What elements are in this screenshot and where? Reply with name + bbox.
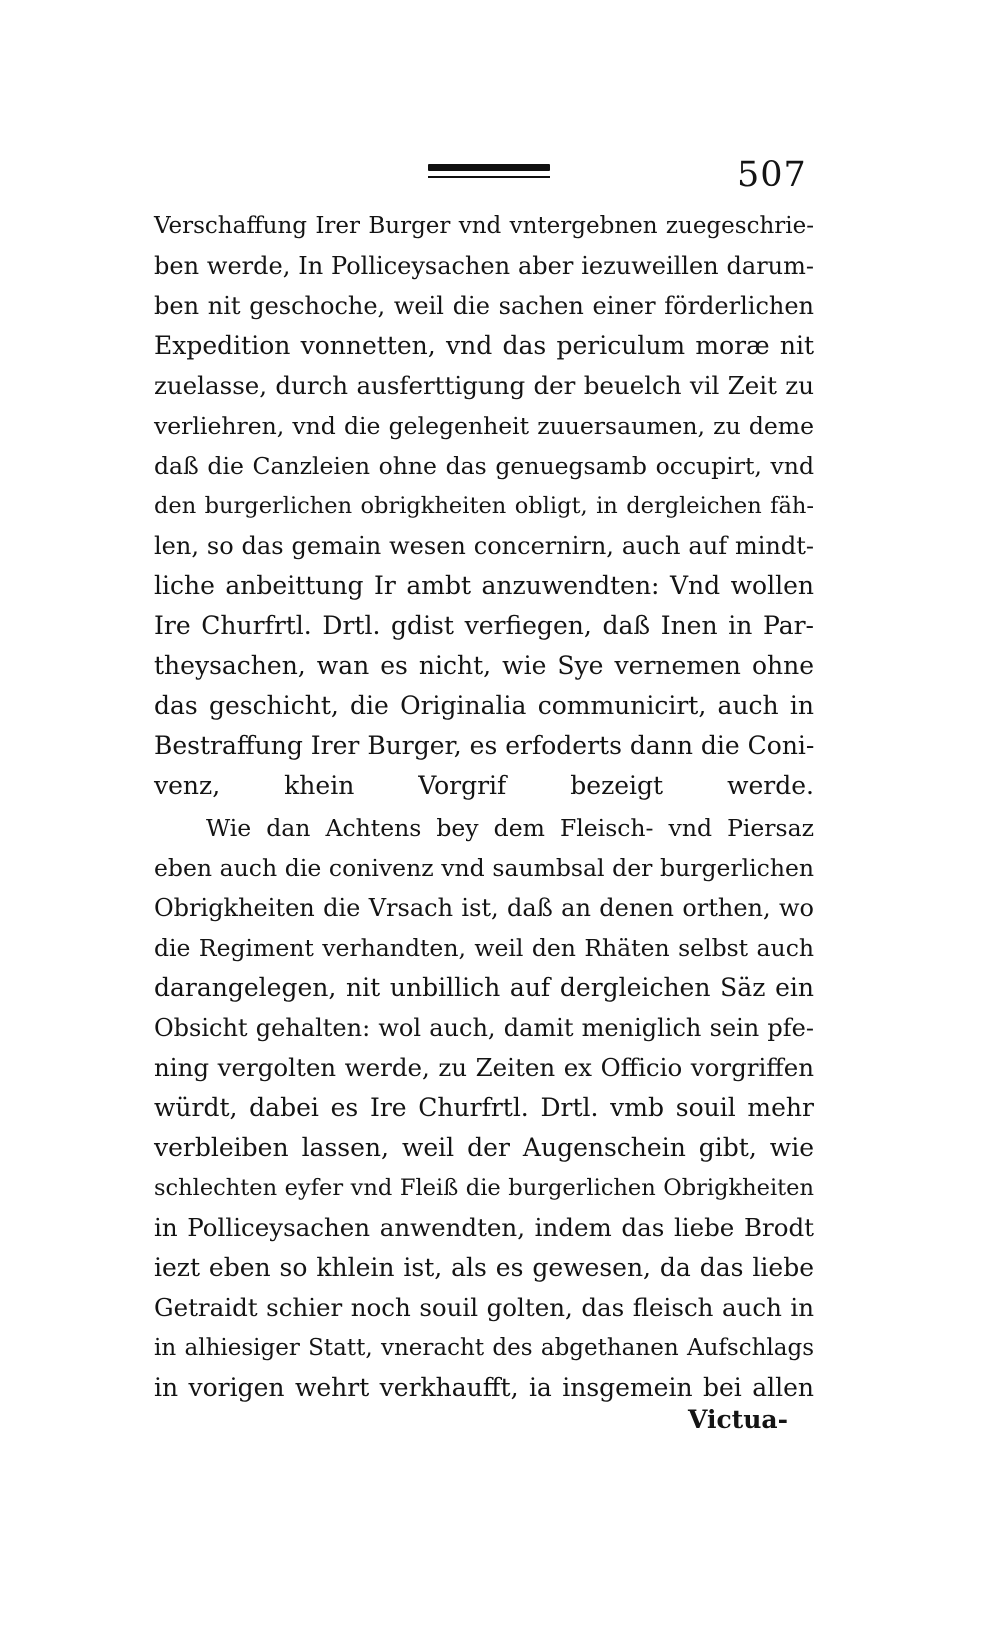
text-line: Getraidt schier noch souil golten, das fleisch auch in — [154, 1293, 814, 1322]
text-line: verbleiben lassen, weil der Augenschein gibt, wie — [154, 1133, 814, 1162]
text-line: darangelegen, nit unbillich auf dergleichen Säz ein — [154, 973, 814, 1002]
text-line: Obrigkheiten die Vrsach ist, daß an denen orthen, wo — [154, 894, 814, 922]
text-line: venz, khein Vorgrif bezeigt werde. — [154, 771, 814, 800]
text-line: das geschicht, die Originalia communicirt, auch in — [154, 691, 814, 720]
text-line: in Polliceysachen anwendten, indem das liebe Brodt — [154, 1213, 814, 1242]
header-rule — [428, 164, 550, 178]
text-line: ning vergolten werde, zu Zeiten ex Officio vorgriffen — [154, 1053, 814, 1082]
text-line: ben nit geschoche, weil die sachen einer förderlichen — [154, 292, 814, 320]
text-line: len, so das gemain wesen concernirn, auch auf mindt- — [154, 532, 814, 560]
header-rule-thick — [428, 164, 550, 171]
text-line: Obsicht gehalten: wol auch, damit meniglich sein pfe- — [154, 1014, 814, 1042]
page-number: 507 — [737, 155, 807, 195]
text-line: Verschaffung Irer Burger vnd vntergebnen zuegeschrie- — [154, 213, 814, 239]
text-line: Expedition vonnetten, vnd das periculum moræ nit — [154, 331, 814, 360]
catchword: Victua- — [688, 1405, 788, 1434]
text-line: in alhiesiger Statt, vneracht des abgethanen Aufschlags — [154, 1335, 814, 1361]
paragraph-1 — [154, 206, 814, 806]
paragraph-2 — [154, 808, 814, 1408]
text-line: Bestraffung Irer Burger, es erfoderts dann die Coni- — [154, 731, 815, 760]
text-line: ben werde, In Polliceysachen aber iezuweillen darum- — [154, 252, 814, 280]
text-line: daß die Canzleien ohne das genuegsamb occupirt, vnd — [154, 452, 814, 480]
text-line: verliehren, vnd die gelegenheit zuuersaumen, zu deme — [154, 412, 814, 440]
text-line: eben auch die conivenz vnd saumbsal der burgerlichen — [154, 854, 814, 882]
text-line: die Regiment verhandten, weil den Rhäten selbst auch — [154, 934, 814, 962]
text-line: würdt, dabei es Ire Churfrtl. Drtl. vmb souil mehr — [154, 1093, 814, 1122]
text-line: in vorigen wehrt verkhaufft, ia insgemein bei allen — [154, 1373, 814, 1402]
text-line: theysachen, wan es nicht, wie Sye vernemen ohne — [154, 651, 814, 680]
text-line: Wie dan Achtens bey dem Fleisch- vnd Piersaz — [206, 814, 814, 842]
text-line: zuelasse, durch ausferttigung der beuelch vil Zeit zu — [154, 371, 814, 400]
text-line: den burgerlichen obrigkheiten obligt, in dergleichen fäh- — [154, 493, 814, 519]
text-line: Ire Churfrtl. Drtl. gdist verfiegen, daß Inen in Par- — [154, 611, 814, 640]
text-line: iezt eben so khlein ist, als es gewesen, da das liebe — [154, 1253, 814, 1282]
text-line: liche anbeittung Ir ambt anzuwendten: Vnd wollen — [154, 571, 814, 600]
text-line: schlechten eyfer vnd Fleiß die burgerlichen Obrigkheiten — [154, 1175, 814, 1201]
header-rule-thin — [428, 176, 550, 178]
